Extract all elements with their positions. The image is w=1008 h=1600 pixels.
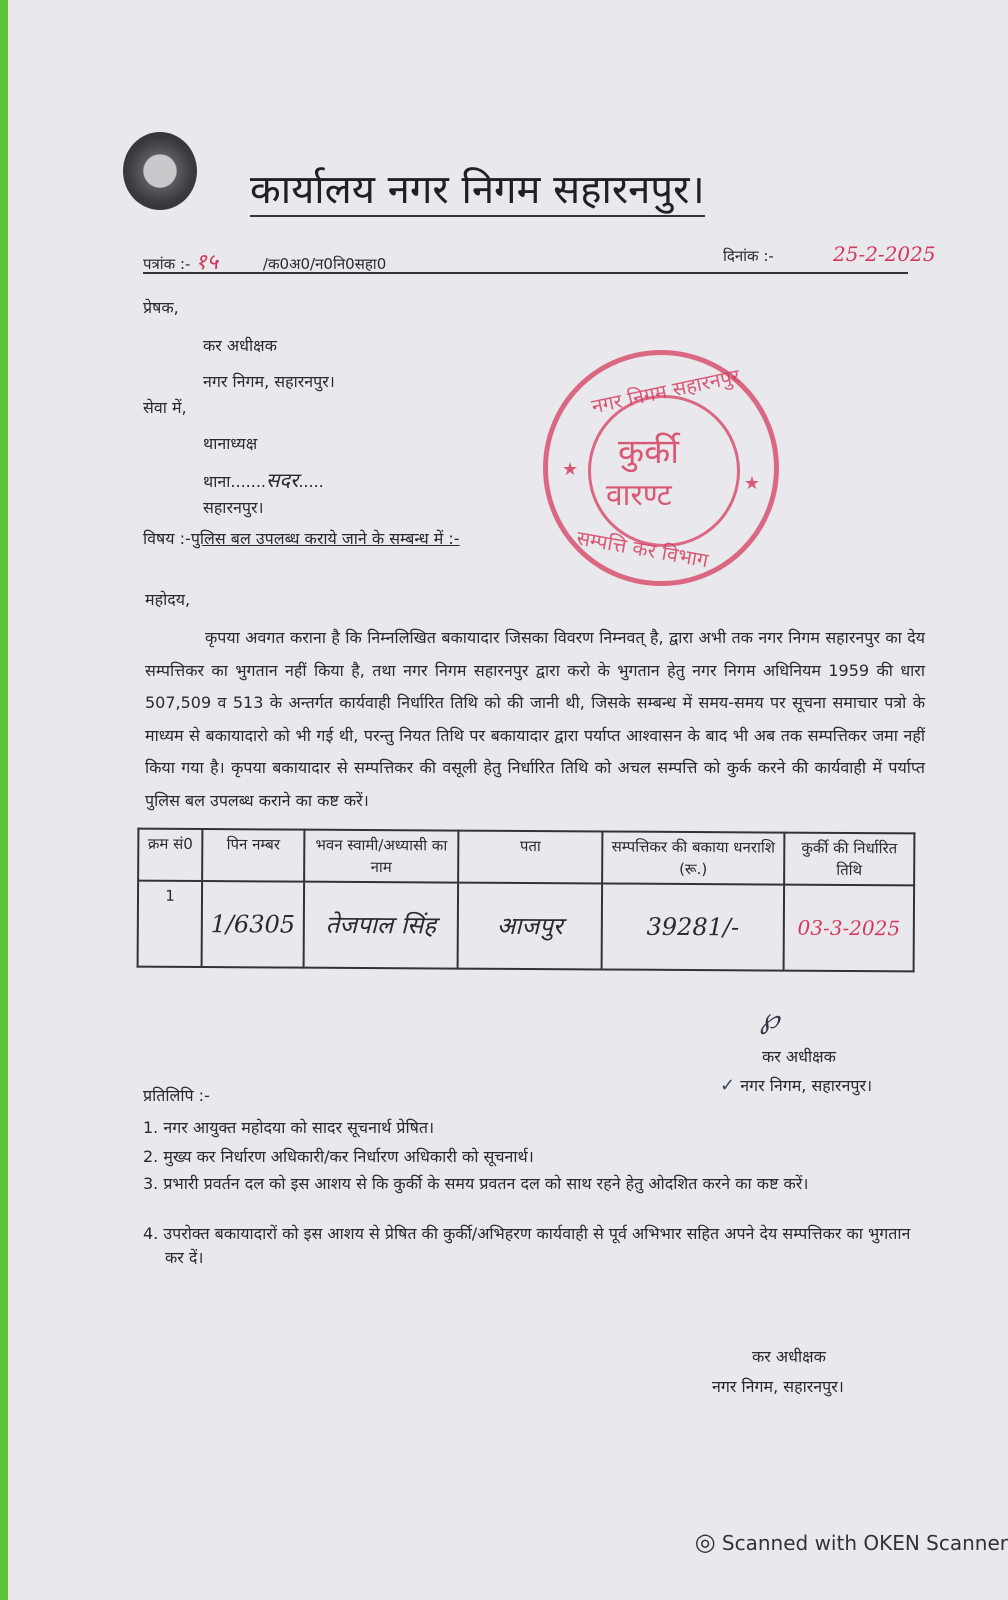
column-header: पिन नम्बर — [202, 829, 304, 882]
address-cell: आजपुर — [458, 883, 603, 970]
signature-line: ✓ नगर निगम, सहारनपुर। — [720, 1075, 873, 1096]
salutation: महोदय, — [145, 590, 191, 609]
stamp-top-text: नगर निगम सहारनपुर — [589, 363, 742, 419]
ref-label: पत्रांक :- — [143, 255, 191, 273]
recipient-line: थानाध्यक्ष — [203, 434, 258, 453]
copy-item: 1. नगर आयुक्त महोदया को सादर सूचनार्थ प्रेषित। — [143, 1118, 435, 1137]
recipient-police-station — [203, 466, 324, 493]
copy-item: 3. प्रभारी प्रवर्तन दल को इस आशय से कि कुर्की के समय प्रवतन दल को साथ रहने हेतु ओदशित करने का कष्ट करें। — [143, 1174, 809, 1193]
column-header: सम्पत्तिकर की बकाया धनराशि (रू.) — [602, 831, 784, 884]
scanner-watermark: ◎ Scanned with OKEN Scanner — [694, 1528, 1008, 1556]
column-header: कुर्की की निर्धारित तिथि — [784, 833, 914, 886]
sender-label: प्रेषक, — [143, 298, 179, 317]
subject — [143, 527, 460, 549]
column-header: पता — [458, 831, 602, 884]
date-label: दिनांक :- — [723, 247, 774, 265]
station-name: सदर — [266, 468, 299, 492]
subject-text: पुलिस बल उपलब्ध कराये जाने के सम्बन्ध में :- — [190, 529, 460, 548]
copy-item: 4. उपरोक्त बकायादारों को इस आशय से प्रेषित की कुर्की/अभिहरण कार्यवाही से पूर्व अभिभार सहित अपने देय सम्पत्तिकर का भुगतान कर दें। — [143, 1224, 911, 1267]
pin-cell: 1/6305 — [202, 881, 305, 968]
green-edge — [0, 0, 8, 1600]
sender-line: नगर निगम, सहारनपुर। — [203, 372, 335, 391]
date-value: 25-2-2025 — [833, 242, 936, 266]
stamp-bottom-text: सम्पत्ति कर विभाग — [574, 525, 711, 573]
serial-cell: 1 — [138, 881, 203, 967]
reference-line — [143, 242, 936, 275]
amount-cell: 39281/- — [602, 883, 785, 970]
letter-body: कृपया अवगत कराना है कि निम्नलिखित बकायादार जिसका विवरण निम्नवत् है, द्वारा अभी तक नगर निगम सहारनपुर का देय सम्पत्तिकर का भुगतान नहीं किया है, तथा नगर निगम सहारनपुर द्वारा करो के भुगतान हेतु नगर निगम अधिनियम 1959 की धारा 507,509 व 513 के अन्तर्गत कार्यवाही निर्धारित तिथि को की जानी थी, जिसके सम्बन्ध में समय-समय पर सूचना समाचार पत्रो के माध्यम से बकायादारो को भी गई थी, परन्तु नियत तिथि पर बकायादार द्वारा पर्याप्त आश्वासन के बाद भी अब तक सम्पत्तिकर जमा नहीं किया गया है। कृपया बकायादार से सम्पत्तिकर की वसूली हेतु निर्धारित तिथि को अचल सम्पत्ति को कुर्क करने की कार्यवाही में पर्याप्त पुलिस बल उपलब्ध कराने का कष्ट करें। — [145, 628, 925, 810]
closing-line: नगर निगम, सहारनपुर। — [712, 1377, 844, 1396]
table-header-row — [138, 829, 914, 886]
subject-label: विषय :- — [143, 529, 191, 548]
attachment-date-cell: 03-3-2025 — [784, 885, 915, 972]
copy-label: प्रतिलिपि :- — [143, 1086, 210, 1105]
closing-line: कर अधीक्षक — [752, 1347, 826, 1366]
column-header: क्रम सं0 — [138, 829, 202, 881]
signature-scribble: ℘ — [760, 1002, 780, 1035]
ref-suffix: /क0अ0/न0नि0सहा0 — [262, 255, 387, 273]
station-dots: ..... — [298, 472, 324, 491]
stamp-middle-text: वारण्ट — [606, 478, 672, 513]
attachment-warrant-stamp: नगर निगम सहारनपुर कुर्की वारण्ट सम्पत्ति कर विभाग ★ ★ — [543, 350, 779, 586]
scanner-logo-icon: ◎ — [694, 1528, 716, 1556]
table-row — [138, 881, 915, 972]
office-title: कार्यालय नगर निगम सहारनपुर। — [250, 160, 705, 217]
column-header: भवन स्वामी/अध्यासी का नाम — [304, 830, 458, 883]
signature-line: कर अधीक्षक — [762, 1047, 836, 1066]
recipient-line: सहारनपुर। — [203, 498, 264, 517]
station-label: थाना....... — [203, 472, 266, 491]
defaulter-table — [137, 828, 916, 973]
copy-item: 2. मुख्य कर निर्धारण अधिकारी/कर निर्धारण अधिकारी को सूचनार्थ। — [143, 1147, 534, 1166]
recipient-label: सेवा में, — [143, 398, 187, 417]
sender-line: कर अधीक्षक — [203, 336, 277, 355]
ref-number: १५ — [195, 250, 219, 275]
owner-name-cell: तेजपाल सिंह — [304, 882, 459, 969]
municipal-seal-logo — [123, 132, 197, 210]
stamp-middle-text: कुर्की — [618, 432, 680, 472]
